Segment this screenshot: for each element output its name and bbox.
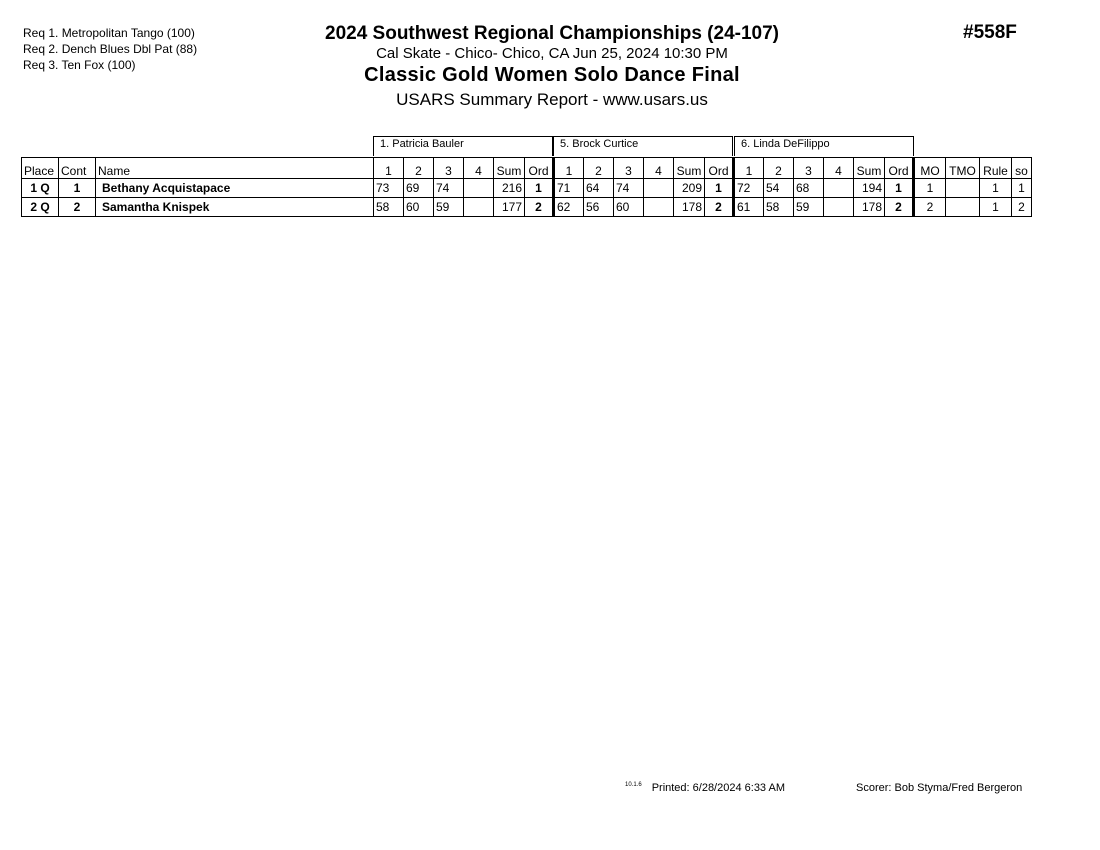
score-cell: 73: [374, 179, 404, 198]
sum-cell: 209: [674, 179, 705, 198]
table-header-row: [22, 158, 1032, 179]
score-cell: 74: [434, 179, 464, 198]
score-cell: 60: [404, 198, 434, 217]
event-number: #558F: [963, 22, 1017, 43]
requirements-list: [23, 25, 197, 73]
score-cell: 62: [554, 198, 584, 217]
col-score-1: 1: [554, 158, 584, 179]
printed-timestamp: Printed: 6/28/2024 6:33 AM: [651, 782, 786, 794]
col-mo: MO: [914, 158, 946, 179]
ord-cell: 2: [525, 198, 554, 217]
judge-header-3: 6. Linda DeFilippo: [734, 136, 914, 156]
sum-cell: 178: [854, 198, 885, 217]
table-row: [22, 179, 1032, 198]
col-so: so: [1012, 158, 1032, 179]
ord-cell: 1: [885, 179, 914, 198]
sum-cell: 178: [674, 198, 705, 217]
judge-header-1: 1. Patricia Bauler: [373, 136, 553, 156]
col-score-4: 4: [644, 158, 674, 179]
score-cell: 59: [434, 198, 464, 217]
judge-header-2: 5. Brock Curtice: [553, 136, 733, 156]
col-score-2: 2: [404, 158, 434, 179]
venue-datetime: Cal Skate - Chico- Chico, CA Jun 25, 2024 10:30 PM: [376, 45, 728, 62]
score-cell: 74: [614, 179, 644, 198]
score-cell: 69: [404, 179, 434, 198]
requirement-item: Req 1. Metropolitan Tango (100): [23, 26, 195, 40]
print-info: [625, 782, 785, 794]
col-sum: Sum: [854, 158, 885, 179]
mo-cell: 1: [914, 179, 946, 198]
col-sum: Sum: [674, 158, 705, 179]
skater-name: Samantha Knispek: [96, 198, 374, 217]
score-cell: 58: [374, 198, 404, 217]
scorer-info: Scorer: Bob Styma/Fred Bergeron: [856, 782, 1023, 794]
event-title: Classic Gold Women Solo Dance Final: [364, 64, 740, 86]
score-cell: 58: [764, 198, 794, 217]
requirement-item: Req 2. Dench Blues Dbl Pat (88): [23, 42, 198, 56]
score-cell: [644, 179, 674, 198]
score-cell: 60: [614, 198, 644, 217]
score-cell: [824, 179, 854, 198]
col-score-4: 4: [464, 158, 494, 179]
score-cell: 64: [584, 179, 614, 198]
rule-cell: 1: [980, 179, 1012, 198]
col-place: Place: [22, 158, 59, 179]
col-score-4: 4: [824, 158, 854, 179]
col-name: Name: [96, 158, 374, 179]
col-score-3: 3: [614, 158, 644, 179]
score-cell: [464, 179, 494, 198]
skater-name: Bethany Acquistapace: [96, 179, 374, 198]
tmo-cell: [946, 179, 980, 198]
col-score-1: 1: [374, 158, 404, 179]
col-sum: Sum: [494, 158, 525, 179]
col-score-2: 2: [584, 158, 614, 179]
score-cell: 68: [794, 179, 824, 198]
col-score-3: 3: [794, 158, 824, 179]
col-rule: Rule: [980, 158, 1012, 179]
col-ord: Ord: [525, 158, 554, 179]
table-row: [22, 198, 1032, 217]
sum-cell: 216: [494, 179, 525, 198]
col-ord: Ord: [885, 158, 914, 179]
score-cell: 72: [734, 179, 764, 198]
so-cell: 1: [1012, 179, 1032, 198]
score-cell: 71: [554, 179, 584, 198]
cont-cell: 1: [59, 179, 96, 198]
sum-cell: 177: [494, 198, 525, 217]
col-score-3: 3: [434, 158, 464, 179]
col-tmo: TMO: [946, 158, 980, 179]
sum-cell: 194: [854, 179, 885, 198]
results-table: [21, 157, 1032, 217]
ord-cell: 2: [885, 198, 914, 217]
place-cell: 2 Q: [22, 198, 59, 217]
report-subtitle: USARS Summary Report - www.usars.us: [396, 90, 708, 109]
rule-cell: 1: [980, 198, 1012, 217]
ord-cell: 1: [705, 179, 734, 198]
ord-cell: 1: [525, 179, 554, 198]
score-cell: [824, 198, 854, 217]
requirement-item: Req 3. Ten Fox (100): [23, 58, 136, 72]
score-cell: 56: [584, 198, 614, 217]
cont-cell: 2: [59, 198, 96, 217]
ord-cell: 2: [705, 198, 734, 217]
score-cell: [644, 198, 674, 217]
score-cell: 54: [764, 179, 794, 198]
col-ord: Ord: [705, 158, 734, 179]
tmo-cell: [946, 198, 980, 217]
col-score-2: 2: [764, 158, 794, 179]
competition-title: 2024 Southwest Regional Championships (24-107): [325, 23, 779, 44]
score-cell: 59: [794, 198, 824, 217]
mo-cell: 2: [914, 198, 946, 217]
score-cell: [464, 198, 494, 217]
col-cont: Cont: [59, 158, 96, 179]
so-cell: 2: [1012, 198, 1032, 217]
version-number: 10.1.6: [625, 782, 642, 788]
col-score-1: 1: [734, 158, 764, 179]
place-cell: 1 Q: [22, 179, 59, 198]
score-cell: 61: [734, 198, 764, 217]
